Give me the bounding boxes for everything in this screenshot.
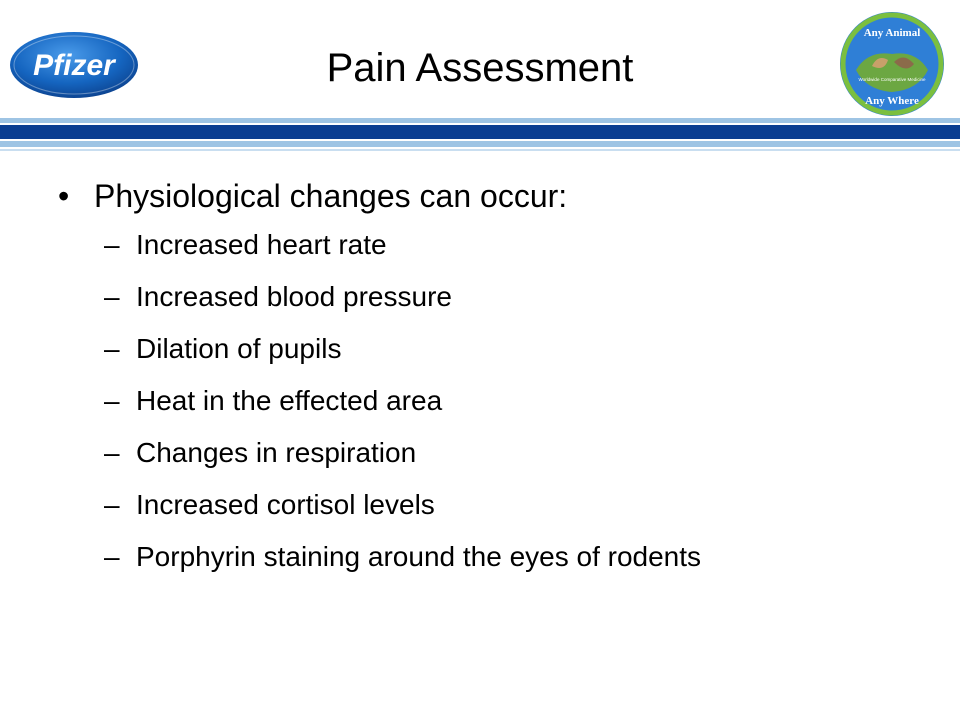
dash-glyph: – bbox=[104, 333, 120, 364]
sub-bullet-text: Dilation of pupils bbox=[136, 333, 342, 364]
sub-bullet-text: Heat in the effected area bbox=[136, 385, 443, 416]
dash-glyph: – bbox=[104, 229, 120, 260]
dash-glyph: – bbox=[104, 541, 120, 572]
sub-bullet-text: Porphyrin staining around the eyes of rodents bbox=[136, 541, 702, 572]
sub-bullet bbox=[104, 333, 938, 385]
dash-glyph: – bbox=[104, 437, 120, 468]
dash-glyph: – bbox=[104, 385, 120, 416]
sub-bullet-text: Increased cortisol levels bbox=[136, 489, 435, 520]
stripe-light-top bbox=[0, 118, 960, 123]
sub-bullet bbox=[104, 229, 938, 281]
any-animal-text-mid: Worldwide Comparative Medicine bbox=[858, 77, 926, 82]
sub-bullet-list bbox=[58, 229, 938, 593]
sub-bullet bbox=[104, 385, 938, 437]
main-bullet-text: Physiological changes can occur: bbox=[94, 178, 568, 214]
main-bullet bbox=[58, 178, 938, 215]
sub-bullet-text: Increased blood pressure bbox=[136, 281, 452, 312]
stripe-pale bbox=[0, 149, 960, 151]
slide-content bbox=[58, 178, 938, 593]
sub-bullet bbox=[104, 541, 938, 593]
sub-bullet-text: Increased heart rate bbox=[136, 229, 387, 260]
stripe-dark bbox=[0, 125, 960, 139]
header-stripes bbox=[0, 118, 960, 152]
sub-bullet-text: Changes in respiration bbox=[136, 437, 417, 468]
pfizer-logo-text: Pfizer bbox=[33, 49, 115, 82]
bullet-glyph: • bbox=[58, 178, 70, 214]
any-animal-logo bbox=[838, 10, 946, 118]
dash-glyph: – bbox=[104, 489, 120, 520]
dash-glyph: – bbox=[104, 281, 120, 312]
sub-bullet bbox=[104, 281, 938, 333]
sub-bullet bbox=[104, 489, 938, 541]
sub-bullet bbox=[104, 437, 938, 489]
any-animal-text-top: Any Animal bbox=[863, 27, 921, 39]
stripe-light-bottom bbox=[0, 141, 960, 147]
any-animal-text-bottom: Any Where bbox=[865, 95, 919, 107]
slide-title: Pain Assessment bbox=[326, 46, 634, 90]
